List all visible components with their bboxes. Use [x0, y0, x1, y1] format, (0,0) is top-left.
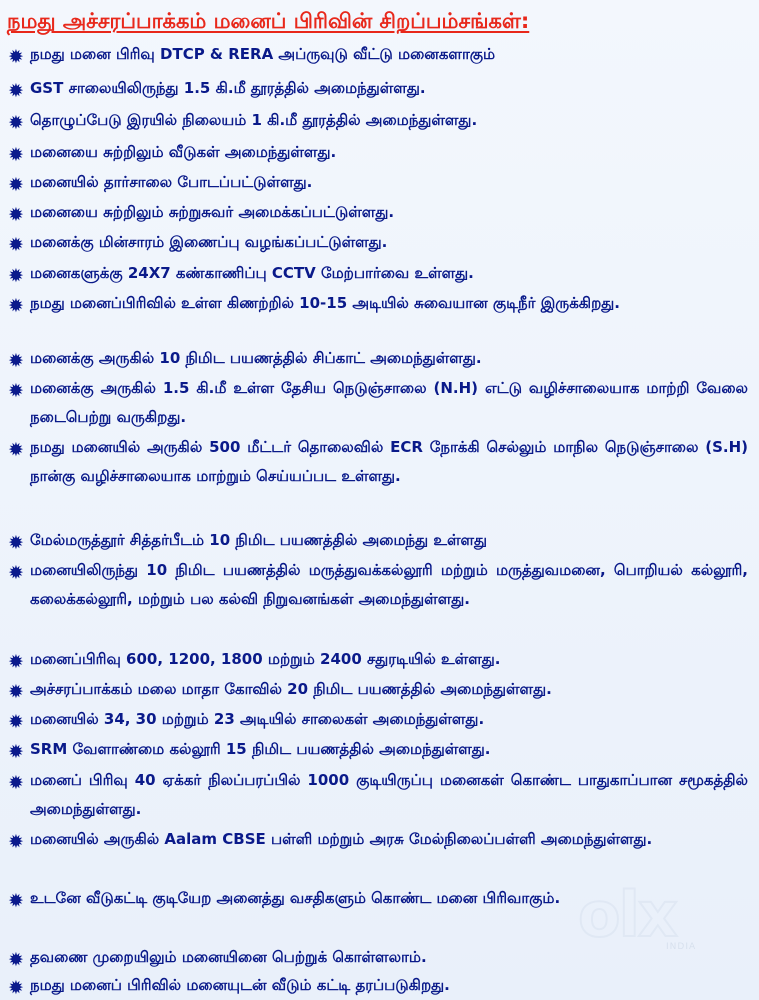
list-item-text: மனையில் தார்சாலை போடப்பட்டுள்ளது.: [30, 173, 313, 191]
sparkle-bullet-icon: ✹: [8, 562, 24, 584]
list-item-text: மனையிலிருந்து 10 நிமிட பயணத்தில் மருத்துவக்கல்லூரி மற்றும் மருத்துவமனை, பொறியல் கல்லூரி, கலைக்கல்லூரி, மற்றும் பல கல்வி நிறுவனங்கள் அமைந்துள்ளது.: [30, 561, 748, 608]
list-item-text: மேல்மருத்தூர் சித்தர்பீடம் 10 நிமிட பயணத்தில் அமைந்து உள்ளது: [30, 531, 488, 549]
list-item-text: மனைக்கு அருகில் 10 நிமிட பயணத்தில் சிப்காட் அமைந்துள்ளது.: [30, 349, 482, 367]
list-item-text: மனையை சுற்றிலும் சுற்றுசுவர் அமைக்கப்பட்டுள்ளது.: [30, 203, 395, 221]
page-title: நமது அச்சரப்பாக்கம் மனைப் பிரிவின் சிறப்பம்சங்கள்:: [7, 9, 530, 33]
list-item-text: நமது மனைப்பிரிவில் உள்ள கிணற்றில் 10-15 அடியில் சுவையான குடிநீர் இருக்கிறது.: [30, 294, 620, 312]
list-item-text: தவணை முறையிலும் மனையினை பெற்றுக் கொள்ளலாம்.: [30, 948, 427, 966]
sparkle-bullet-icon: ✹: [8, 831, 24, 853]
sparkle-bullet-icon: ✹: [8, 711, 24, 733]
sparkle-bullet-icon: ✹: [8, 681, 24, 703]
sparkle-bullet-icon: ✹: [8, 144, 24, 166]
watermark-sub-text: INDIA: [666, 942, 697, 952]
list-item-text: உடனே வீடுகட்டி குடியேற அனைத்து வசதிகளும் கொண்ட மனை பிரிவாகும்.: [30, 889, 561, 907]
sparkle-bullet-icon: ✹: [8, 651, 24, 673]
watermark-logo-text: olx: [578, 878, 676, 951]
sparkle-bullet-icon: ✹: [8, 772, 24, 794]
list-item-text: மனையை சுற்றிலும் வீடுகள் அமைந்துள்ளது.: [30, 143, 337, 161]
list-item-text: தொழுப்பேடு இரயில் நிலையம் 1 கி.மீ தூரத்தில் அமைந்துள்ளது.: [30, 111, 478, 129]
list-item-text: நமது மனைப் பிரிவில் மனையுடன் வீடும் கட்டி தரப்படுகிறது.: [30, 976, 450, 994]
sparkle-bullet-icon: ✹: [8, 234, 24, 256]
sparkle-bullet-icon: ✹: [8, 174, 24, 196]
list-item-text: மனையில் அருகில் Aalam CBSE பள்ளி மற்றும் அரசு மேல்நிலைப்பள்ளி அமைந்துள்ளது.: [30, 830, 653, 848]
list-item-text: அச்சரப்பாக்கம் மலை மாதா கோவில் 20 நிமிட பயணத்தில் அமைந்துள்ளது.: [30, 680, 552, 698]
sparkle-bullet-icon: ✹: [8, 380, 24, 402]
sparkle-bullet-icon: ✹: [8, 295, 24, 317]
list-item-text: நமது மனை பிரிவு DTCP & RERA அப்ருவுடு வீட்டு மனைகளாகும்: [30, 45, 496, 63]
sparkle-bullet-icon: ✹: [8, 977, 24, 999]
list-item-text: SRM வேளாண்மை கல்லூரி 15 நிமிட பயணத்தில் அமைந்துள்ளது.: [30, 740, 491, 758]
sparkle-bullet-icon: ✹: [8, 741, 24, 763]
list-item-text: மனைப் பிரிவு 40 ஏக்கர் நிலப்பரப்பில் 1000 குடியிருப்பு மனைகள் கொண்ட பாதுகாப்பான சமூகத்தில் அமைந்துள்ளது.: [30, 771, 748, 818]
sparkle-bullet-icon: ✹: [8, 532, 24, 554]
sparkle-bullet-icon: ✹: [8, 439, 24, 461]
list-item-text: மனைக்கு அருகில் 1.5 கி.மீ உள்ள தேசிய நெடுஞ்சாலை (N.H) எட்டு வழிச்சாலையாக மாற்றி வேலை நடைபெற்று வருகிறது.: [30, 379, 748, 426]
sparkle-bullet-icon: ✹: [8, 46, 24, 68]
sparkle-bullet-icon: ✹: [8, 890, 24, 912]
sparkle-bullet-icon: ✹: [8, 112, 24, 134]
list-item-text: மனைகளுக்கு 24X7 கண்காணிப்பு CCTV மேற்பார்வை உள்ளது.: [30, 264, 474, 282]
sparkle-bullet-icon: ✹: [8, 204, 24, 226]
sparkle-bullet-icon: ✹: [8, 949, 24, 971]
list-item-text: மனைக்கு மின்சாரம் இணைப்பு வழங்கப்பட்டுள்ளது.: [30, 233, 388, 251]
sparkle-bullet-icon: ✹: [8, 80, 24, 102]
list-item-text: மனையில் 34, 30 மற்றும் 23 அடியில் சாலைகள் அமைந்துள்ளது.: [30, 710, 485, 728]
sparkle-bullet-icon: ✹: [8, 265, 24, 287]
list-item-text: நமது மனையில் அருகில் 500 மீட்டர் தொலைவில் ECR நோக்கி செல்லும் மாநில நெடுஞ்சாலை (S.H) நான்கு வழிச்சாலையாக மாற்றும் செய்யப்பட உள்ளது.: [30, 438, 748, 485]
sparkle-bullet-icon: ✹: [8, 350, 24, 372]
list-item-text: GST சாலையிலிருந்து 1.5 கி.மீ தூரத்தில் அமைந்துள்ளது.: [30, 79, 426, 97]
list-item-text: மனைப்பிரிவு 600, 1200, 1800 மற்றும் 2400 சதுரடியில் உள்ளது.: [30, 650, 501, 668]
